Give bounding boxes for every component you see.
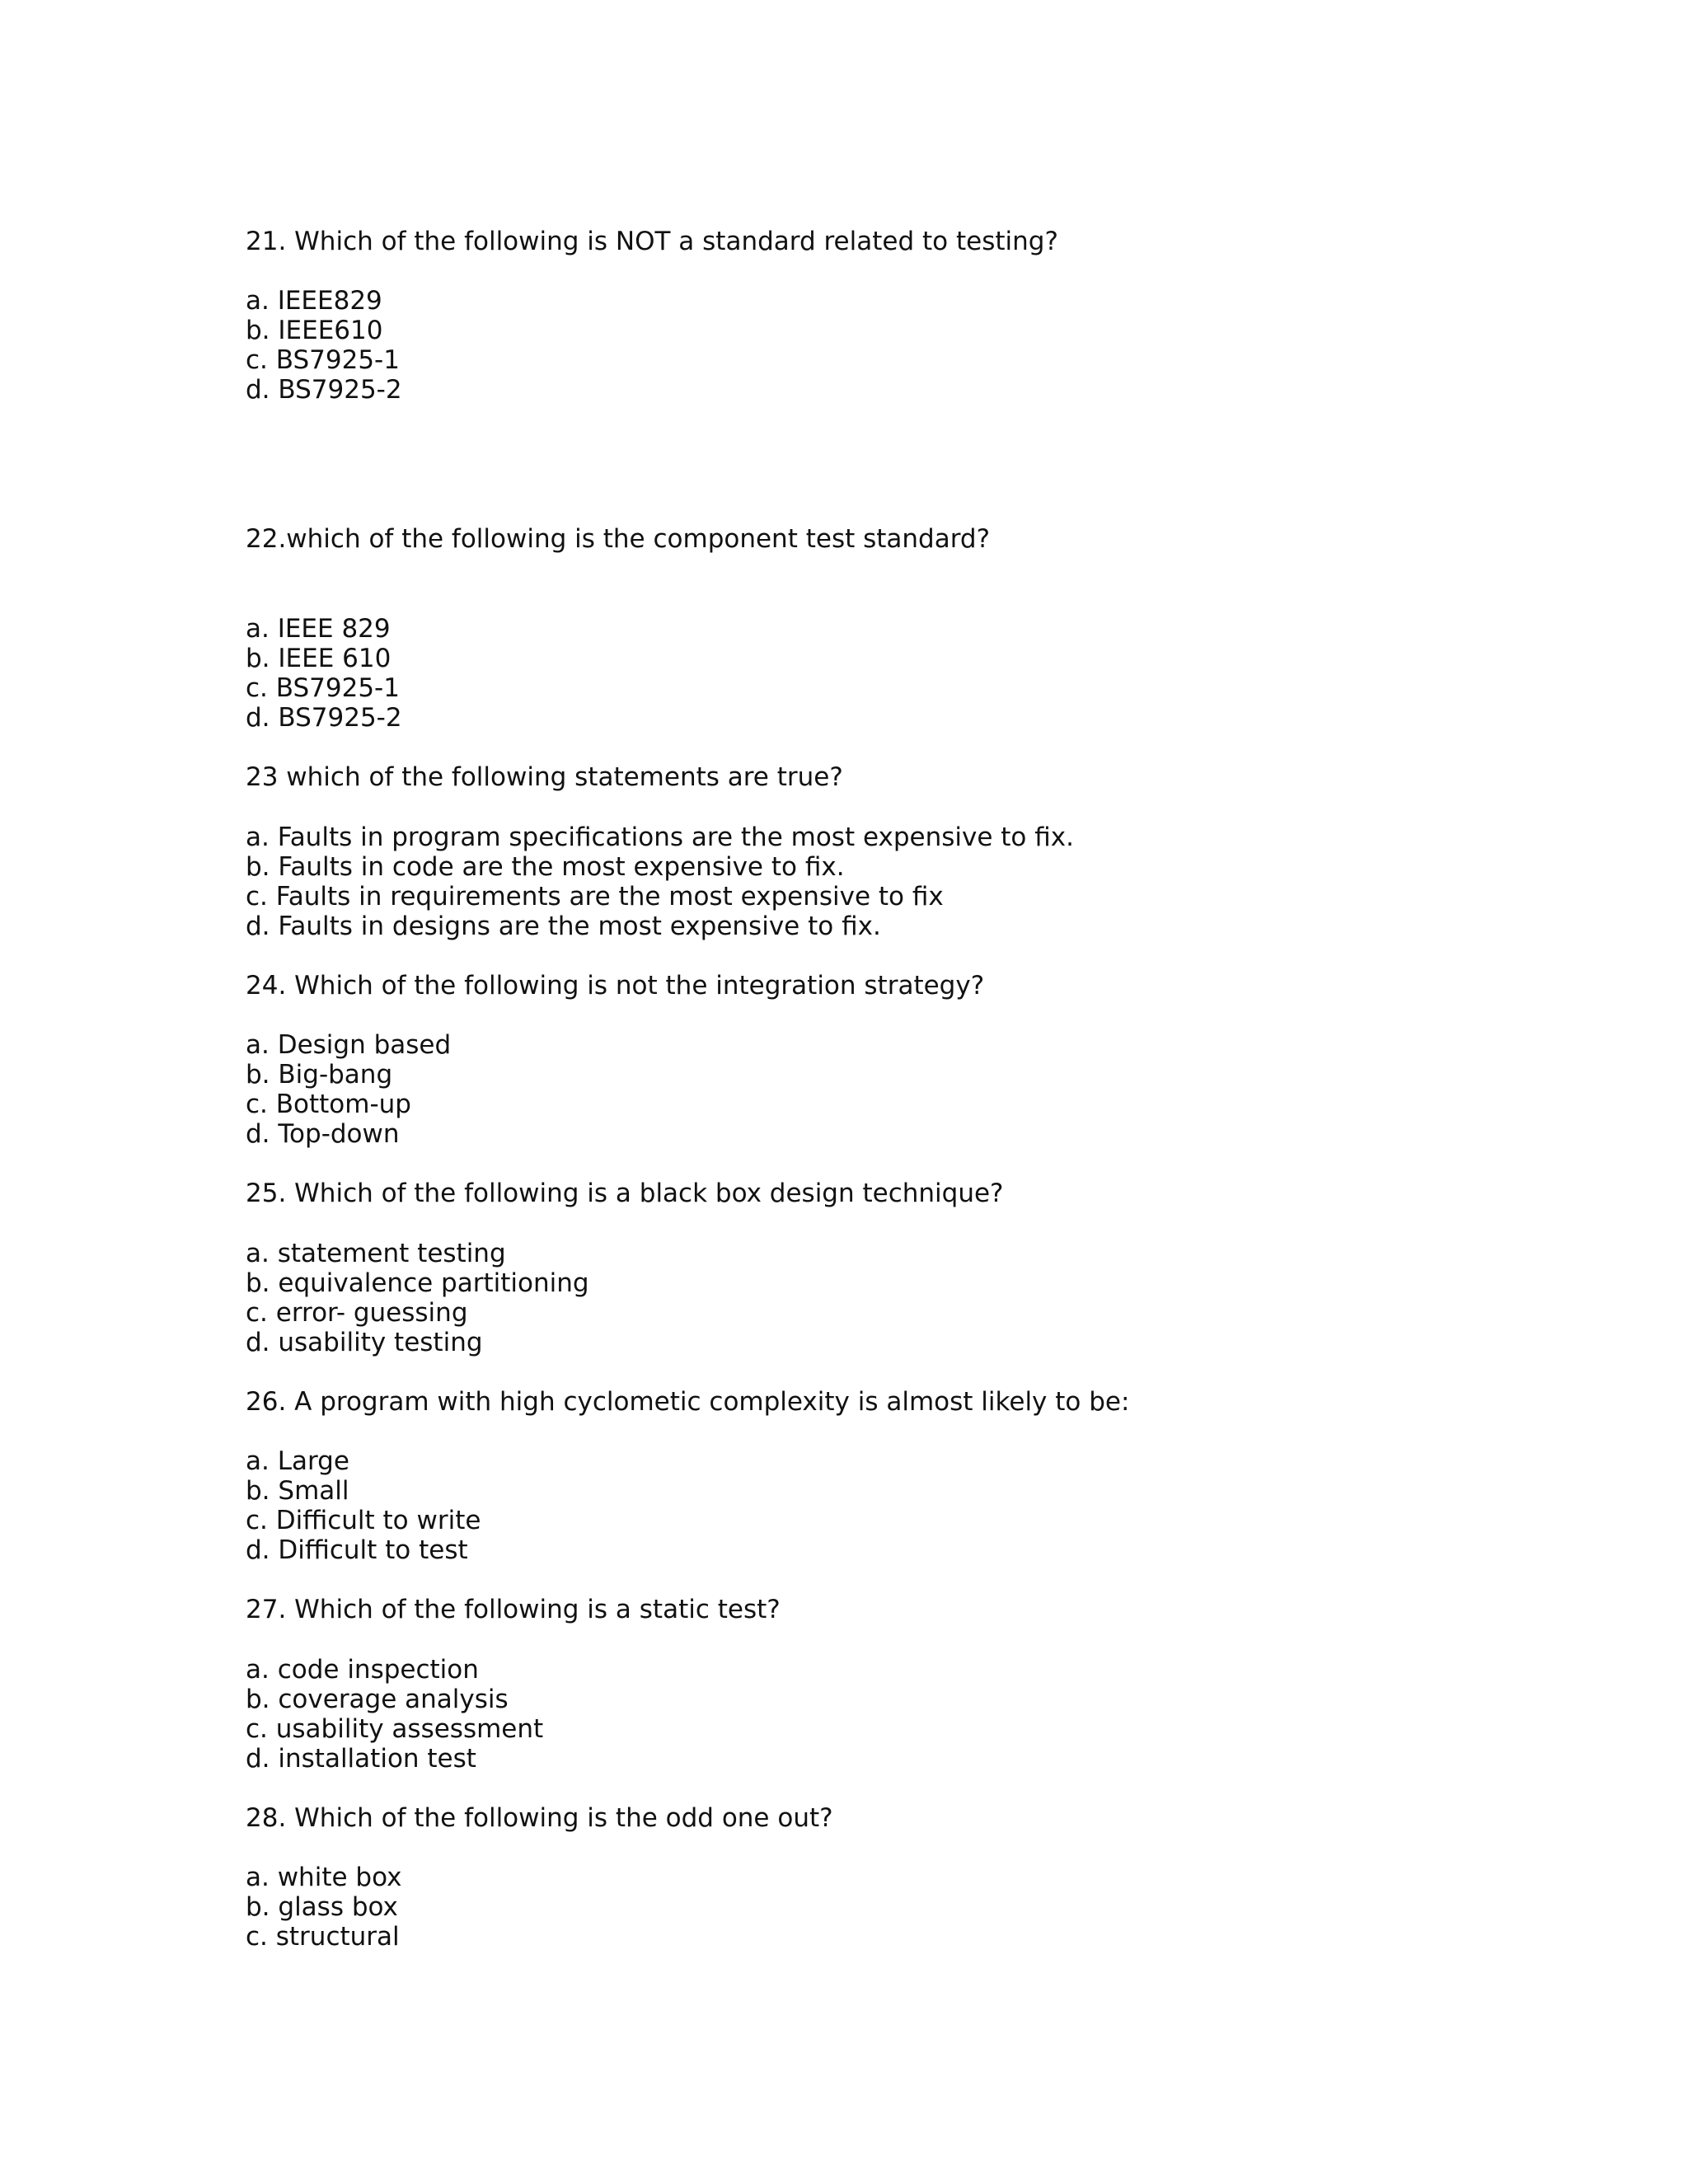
question-26-option-d: d. Difficult to test (246, 1535, 468, 1565)
question-22-option-b: b. IEEE 610 (246, 644, 392, 673)
question-21-option-b: b. IEEE610 (246, 316, 383, 345)
question-22-option-c: c. BS7925-1 (246, 673, 400, 703)
question-21-option-c: c. BS7925-1 (246, 345, 400, 375)
question-23-option-c: c. Faults in requirements are the most expensive to fix (246, 882, 944, 912)
question-21-option-a: a. IEEE829 (246, 286, 382, 316)
question-25-option-a: a. statement testing (246, 1239, 506, 1268)
question-22-text: 22.which of the following is the component test standard? (246, 524, 991, 554)
question-27-option-a: a. code inspection (246, 1655, 479, 1685)
question-25-option-b: b. equivalence partitioning (246, 1268, 589, 1298)
question-28-option-b: b. glass box (246, 1892, 398, 1922)
question-25-option-c: c. error- guessing (246, 1298, 468, 1328)
question-25-text: 25. Which of the following is a black box design technique? (246, 1179, 1004, 1208)
question-26-option-c: c. Difficult to write (246, 1506, 481, 1535)
question-24-text: 24. Which of the following is not the integration strategy? (246, 971, 985, 1001)
question-21-text: 21. Which of the following is NOT a standard related to testing? (246, 227, 1058, 256)
question-28-text: 28. Which of the following is the odd one out? (246, 1803, 833, 1833)
question-27-option-b: b. coverage analysis (246, 1685, 509, 1714)
question-28-option-a: a. white box (246, 1863, 402, 1892)
question-23-option-b: b. Faults in code are the most expensive to fix. (246, 852, 845, 882)
question-25-option-d: d. usability testing (246, 1328, 483, 1357)
question-26-text: 26. A program with high cyclometic complexity is almost likely to be: (246, 1387, 1130, 1417)
question-23-text: 23 which of the following statements are true? (246, 762, 843, 792)
question-24-option-d: d. Top-down (246, 1119, 400, 1149)
question-22-option-d: d. BS7925-2 (246, 703, 402, 733)
question-22-option-a: a. IEEE 829 (246, 614, 391, 644)
question-21-option-d: d. BS7925-2 (246, 375, 402, 405)
question-26-option-b: b. Small (246, 1476, 349, 1506)
question-24-option-a: a. Design based (246, 1030, 452, 1060)
question-24-option-c: c. Bottom-up (246, 1090, 411, 1119)
question-28-option-c: c. structural (246, 1922, 400, 1952)
question-23-option-d: d. Faults in designs are the most expensive to fix. (246, 912, 881, 941)
question-23-option-a: a. Faults in program specifications are the most expensive to fix. (246, 823, 1074, 852)
question-27-option-c: c. usability assessment (246, 1714, 544, 1744)
question-24-option-b: b. Big-bang (246, 1060, 393, 1090)
question-27-option-d: d. installation test (246, 1744, 476, 1774)
question-27-text: 27. Which of the following is a static test? (246, 1595, 781, 1624)
question-26-option-a: a. Large (246, 1446, 349, 1476)
